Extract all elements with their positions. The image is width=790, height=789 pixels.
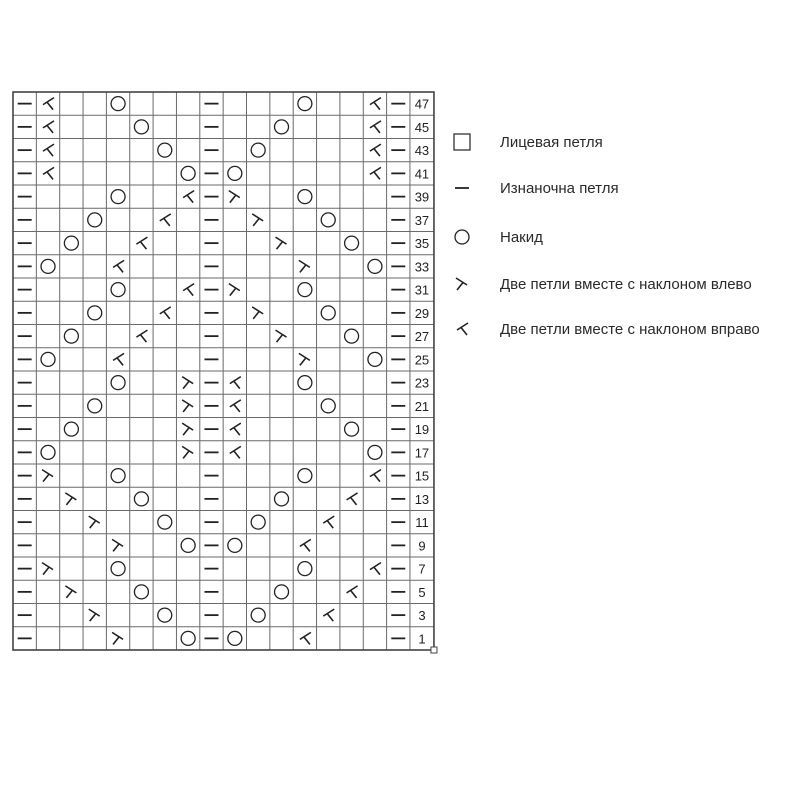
row-number: 1 xyxy=(418,631,426,647)
decrease-left-icon xyxy=(452,274,472,294)
legend-label-k2tog-left: Две петли вместе с наклоном влево xyxy=(500,275,752,293)
k2tog-left-stitch xyxy=(182,377,193,389)
yarn-over-stitch xyxy=(228,166,242,180)
square-icon xyxy=(452,132,472,152)
k2tog-left-stitch xyxy=(42,470,53,482)
yarn-over-stitch xyxy=(321,306,335,320)
k2tog-left-stitch xyxy=(65,493,76,505)
row-number: 33 xyxy=(414,259,430,275)
yarn-over-stitch xyxy=(345,236,359,250)
yarn-over-stitch xyxy=(251,143,265,157)
dash-icon xyxy=(452,178,472,198)
yarn-over-stitch xyxy=(111,283,125,297)
legend-label-yarn-over: Накид xyxy=(500,228,543,246)
k2tog-right-stitch xyxy=(160,307,171,319)
yarn-over-stitch xyxy=(181,538,195,552)
yarn-over-stitch xyxy=(298,283,312,297)
k2tog-right-stitch xyxy=(113,260,124,272)
k2tog-right-stitch xyxy=(370,563,381,575)
yarn-over-stitch xyxy=(41,352,55,366)
yarn-over-stitch xyxy=(275,492,289,506)
legend-item-yarn-over xyxy=(452,225,543,249)
yarn-over-stitch xyxy=(88,399,102,413)
k2tog-left-stitch xyxy=(229,191,240,203)
yarn-over-stitch xyxy=(111,469,125,483)
k2tog-right-stitch xyxy=(43,98,54,110)
row-number: 35 xyxy=(414,236,430,252)
k2tog-right-stitch xyxy=(323,516,334,528)
row-number: 45 xyxy=(414,119,430,135)
yarn-over-stitch xyxy=(321,399,335,413)
k2tog-left-stitch xyxy=(112,632,123,644)
yarn-over-stitch xyxy=(228,631,242,645)
k2tog-right-stitch xyxy=(347,493,358,505)
yarn-over-stitch xyxy=(345,422,359,436)
row-number: 43 xyxy=(414,143,430,159)
row-number: 11 xyxy=(415,515,429,531)
k2tog-left-stitch xyxy=(299,260,310,272)
yarn-over-stitch xyxy=(345,329,359,343)
yarn-over-stitch xyxy=(298,97,312,111)
k2tog-left-stitch xyxy=(252,214,263,226)
row-number: 31 xyxy=(414,282,430,298)
yarn-over-stitch xyxy=(111,190,125,204)
row-number: 29 xyxy=(414,305,430,321)
k2tog-right-stitch xyxy=(230,377,241,389)
k2tog-right-stitch xyxy=(230,423,241,435)
k2tog-right-stitch xyxy=(183,191,194,203)
row-number: 37 xyxy=(414,212,430,228)
yarn-over-stitch xyxy=(88,306,102,320)
k2tog-left-stitch xyxy=(65,586,76,598)
row-number: 3 xyxy=(418,608,426,624)
k2tog-left-stitch xyxy=(276,237,287,249)
yarn-over-stitch xyxy=(275,120,289,134)
k2tog-right-stitch xyxy=(230,446,241,458)
k2tog-right-stitch xyxy=(370,144,381,156)
k2tog-right-stitch xyxy=(370,470,381,482)
k2tog-right-stitch xyxy=(43,121,54,133)
yarn-over-stitch xyxy=(228,538,242,552)
k2tog-left-stitch xyxy=(229,284,240,296)
yarn-over-stitch xyxy=(111,562,125,576)
k2tog-left-stitch xyxy=(112,539,123,551)
yarn-over-stitch xyxy=(321,213,335,227)
yarn-over-stitch xyxy=(88,213,102,227)
yarn-over-stitch xyxy=(298,376,312,390)
yarn-over-stitch xyxy=(158,515,172,529)
legend-item-k2tog-left xyxy=(452,272,752,296)
yarn-over-stitch xyxy=(368,352,382,366)
row-number: 13 xyxy=(414,491,430,507)
k2tog-right-stitch xyxy=(347,586,358,598)
legend-item-purl xyxy=(452,176,619,200)
k2tog-right-stitch xyxy=(370,167,381,179)
row-number: 5 xyxy=(418,584,426,600)
k2tog-left-stitch xyxy=(276,330,287,342)
legend-label-k2tog-right: Две петли вместе с наклоном вправо xyxy=(500,320,760,338)
corner-handle xyxy=(431,647,437,653)
k2tog-left-stitch xyxy=(299,353,310,365)
yarn-over-stitch xyxy=(64,329,78,343)
yarn-over-stitch xyxy=(298,469,312,483)
yarn-over-stitch xyxy=(251,515,265,529)
grid-lines xyxy=(13,92,434,650)
row-number: 21 xyxy=(414,398,430,414)
k2tog-right-stitch xyxy=(160,214,171,226)
k2tog-right-stitch xyxy=(43,167,54,179)
legend-item-knit xyxy=(452,130,603,154)
yarn-over-stitch xyxy=(298,190,312,204)
yarn-over-stitch xyxy=(181,166,195,180)
decrease-right-icon xyxy=(452,319,472,339)
legend-label-knit: Лицевая петля xyxy=(500,133,603,151)
yarn-over-stitch xyxy=(368,445,382,459)
k2tog-right-stitch xyxy=(370,121,381,133)
k2tog-right-stitch xyxy=(300,539,311,551)
yarn-over-stitch xyxy=(64,422,78,436)
circle-icon xyxy=(452,227,472,247)
yarn-over-stitch xyxy=(134,585,148,599)
yarn-over-stitch xyxy=(368,259,382,273)
yarn-over-stitch xyxy=(134,120,148,134)
k2tog-right-stitch xyxy=(136,330,147,342)
k2tog-right-stitch xyxy=(300,632,311,644)
yarn-over-stitch xyxy=(64,236,78,250)
yarn-over-stitch xyxy=(275,585,289,599)
row-number: 15 xyxy=(414,468,430,484)
k2tog-right-stitch xyxy=(43,144,54,156)
row-number: 9 xyxy=(418,538,426,554)
k2tog-right-stitch xyxy=(136,237,147,249)
k2tog-left-stitch xyxy=(89,609,100,621)
yarn-over-stitch xyxy=(41,445,55,459)
row-number: 25 xyxy=(414,352,430,368)
k2tog-right-stitch xyxy=(230,400,241,412)
yarn-over-stitch xyxy=(251,608,265,622)
yarn-over-stitch xyxy=(158,143,172,157)
yarn-over-stitch xyxy=(41,259,55,273)
k2tog-right-stitch xyxy=(323,609,334,621)
k2tog-right-stitch xyxy=(183,284,194,296)
row-number: 27 xyxy=(414,329,430,345)
row-number: 7 xyxy=(418,561,426,577)
yarn-over-stitch xyxy=(111,97,125,111)
row-number: 41 xyxy=(414,166,430,182)
row-number: 47 xyxy=(414,96,430,112)
yarn-over-stitch xyxy=(111,376,125,390)
legend-label-purl: Изнаночна петля xyxy=(500,179,619,197)
k2tog-right-stitch xyxy=(370,98,381,110)
row-number: 39 xyxy=(414,189,430,205)
k2tog-left-stitch xyxy=(182,446,193,458)
k2tog-left-stitch xyxy=(42,563,53,575)
row-number: 23 xyxy=(414,375,430,391)
k2tog-left-stitch xyxy=(182,423,193,435)
row-number: 17 xyxy=(414,445,430,461)
yarn-over-stitch xyxy=(298,562,312,576)
k2tog-left-stitch xyxy=(182,400,193,412)
yarn-over-stitch xyxy=(134,492,148,506)
legend-item-k2tog-right xyxy=(452,317,760,341)
yarn-over-stitch xyxy=(181,631,195,645)
row-number: 19 xyxy=(414,422,430,438)
k2tog-left-stitch xyxy=(252,307,263,319)
yarn-over-stitch xyxy=(158,608,172,622)
k2tog-left-stitch xyxy=(89,516,100,528)
k2tog-right-stitch xyxy=(113,353,124,365)
